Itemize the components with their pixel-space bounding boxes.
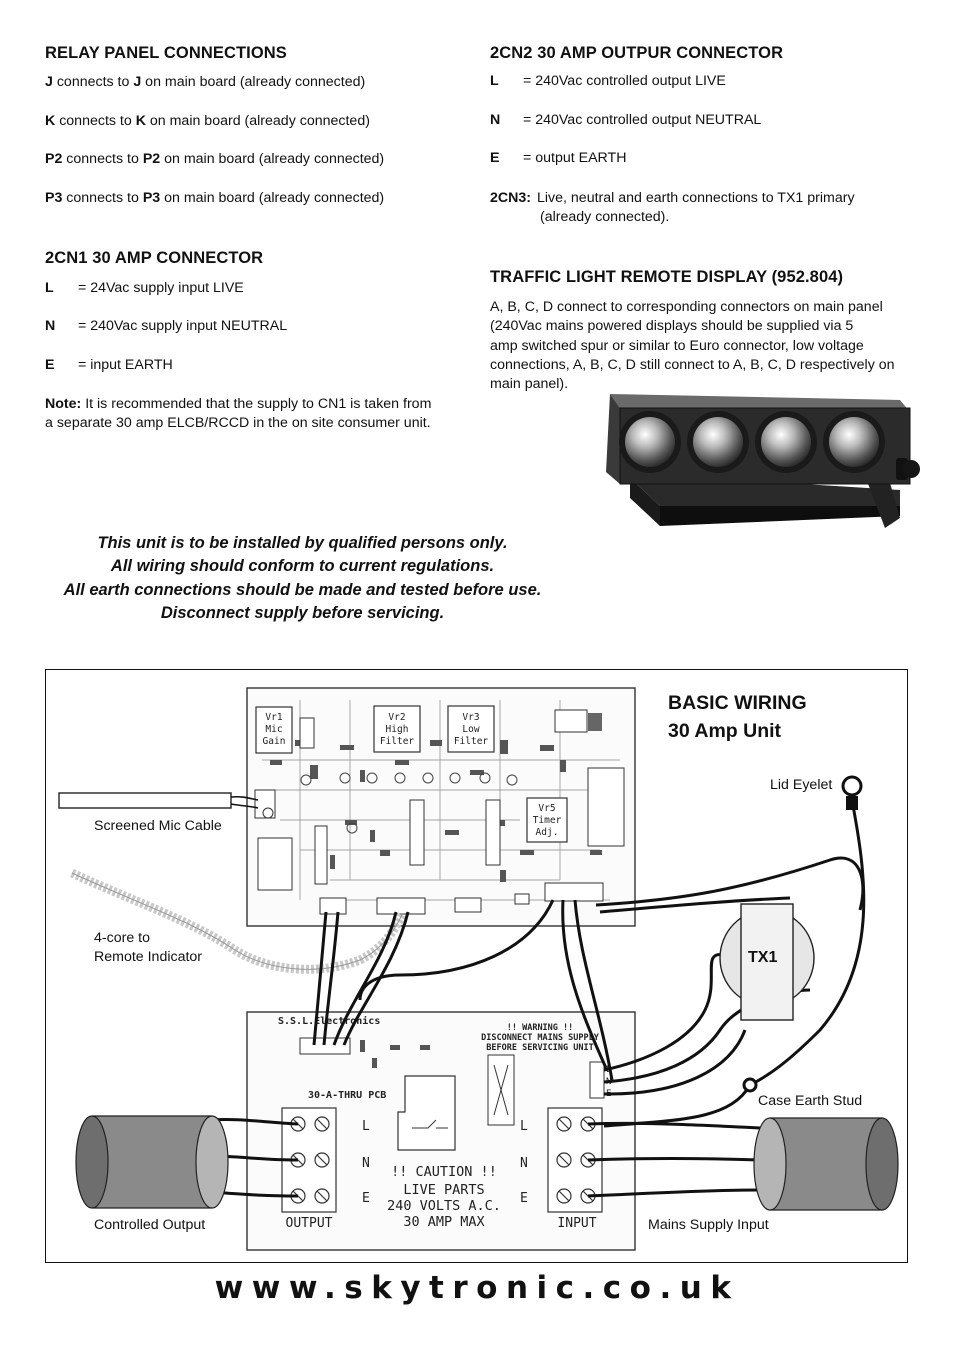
traffic-line-4: connections, A, B, C, D still connect to A, B, C, D respectively on xyxy=(490,357,895,373)
mic-cable-sheath xyxy=(59,793,231,808)
pcb-warning-1: !! WARNING !! xyxy=(506,1023,574,1033)
pcb-vr2-label-3: Filter xyxy=(379,736,415,747)
lid-eyelet-label: Lid Eyelet xyxy=(770,777,833,793)
caution-line-1: !! CAUTION !! xyxy=(391,1164,497,1180)
pcb-vr3-label-3: Filter xyxy=(453,736,489,747)
input-n-label: N xyxy=(520,1156,528,1171)
warning-line-2: All wiring should conform to current regulations. xyxy=(110,557,495,576)
pcb-vr2-label: Vr2 xyxy=(388,712,406,723)
pcb-vr5-label: Vr5 xyxy=(538,803,556,814)
caution-line-2: LIVE PARTS xyxy=(403,1182,485,1198)
output-n-label: N xyxy=(362,1156,370,1171)
mains-supply-label: Mains Supply Input xyxy=(648,1217,769,1233)
traffic-line-5: main panel). xyxy=(490,376,569,392)
input-label: INPUT xyxy=(557,1216,597,1231)
pcb-warning-2: DISCONNECT MAINS SUPPLY xyxy=(481,1033,599,1043)
traffic-heading: TRAFFIC LIGHT REMOTE DISPLAY (952.804) xyxy=(490,268,844,286)
pcb-vr2-label-2: High xyxy=(385,724,409,735)
pcb-vr1-label-3: Gain xyxy=(262,736,286,747)
pcb-vr3-label: Vr3 xyxy=(462,712,480,723)
controlled-output-label: Controlled Output xyxy=(94,1217,206,1233)
four-core-label-2: Remote Indicator xyxy=(94,949,203,965)
website-url[interactable]: www.skytronic.co.uk xyxy=(214,1270,740,1306)
pcb-thru-label: 30-A-THRU PCB xyxy=(308,1090,387,1101)
traffic-line-3: amp switched spur or similar to Euro connector, low voltage xyxy=(490,338,864,354)
relay-line-k: K connects to K on main board (already connected) xyxy=(45,113,370,129)
mains-input-cable xyxy=(754,1118,898,1210)
cn3-e: E xyxy=(606,1089,612,1099)
pcb-vr1-label-2: Mic xyxy=(265,724,283,735)
relay-line-p3: P3 connects to P3 on main board (already connected) xyxy=(45,190,385,206)
basic-wiring-title: BASIC WIRING xyxy=(668,692,807,714)
case-earth-stud-ring xyxy=(744,1079,756,1091)
relay-line-p2: P2 connects to P2 on main board (already connected) xyxy=(45,151,385,167)
lid-eyelet-ring xyxy=(843,777,861,795)
pcb-warning-3: BEFORE SERVICING UNIT xyxy=(486,1043,594,1053)
relay-panel-heading: RELAY PANEL CONNECTIONS xyxy=(45,44,287,62)
warning-line-4: Disconnect supply before servicing. xyxy=(160,603,445,622)
cn3-n: N xyxy=(606,1077,612,1087)
output-cable xyxy=(76,1116,228,1208)
relay-pcb xyxy=(247,1012,635,1250)
traffic-line-1: A, B, C, D connect to corresponding connectors on main panel xyxy=(490,299,883,315)
relay-line-j: J connects to J on main board (already connected) xyxy=(45,74,366,90)
cn1-note: Note: It is recommended that the supply to CN1 is taken from xyxy=(45,396,432,412)
cn3-line: 2CN3: Live, neutral and earth connections to TX1 primary xyxy=(490,190,855,206)
input-l-label: L xyxy=(520,1119,528,1134)
pcb-vr1-label: Vr1 xyxy=(265,712,283,723)
case-earth-label: Case Earth Stud xyxy=(758,1093,863,1109)
cn3-line-2: (already connected). xyxy=(540,209,670,225)
cn1-note-2: a separate 30 amp ELCB/RCCD in the on site consumer unit. xyxy=(45,415,431,431)
tx1-label: TX1 xyxy=(748,949,778,966)
basic-wiring-subtitle: 30 Amp Unit xyxy=(668,720,782,742)
output-e-label: E xyxy=(362,1191,370,1206)
four-core-label: 4-core to xyxy=(94,930,150,946)
cn3-l: L xyxy=(606,1065,612,1075)
pcb-company-label: S.S.L.Electronics xyxy=(278,1016,381,1027)
caution-line-4: 30 AMP MAX xyxy=(403,1214,485,1230)
output-label: OUTPUT xyxy=(285,1216,333,1231)
output-l-label: L xyxy=(362,1119,370,1134)
mic-cable-label: Screened Mic Cable xyxy=(94,818,222,834)
warning-line-3: All earth connections should be made and tested before use. xyxy=(63,580,542,599)
cn2-heading: 2CN2 30 AMP OUTPUR CONNECTOR xyxy=(490,44,784,62)
cn1-heading: 2CN1 30 AMP CONNECTOR xyxy=(45,249,264,267)
pcb-vr3-label-2: Low xyxy=(462,724,480,735)
warning-line-1: This unit is to be installed by qualified persons only. xyxy=(97,534,508,552)
input-e-label: E xyxy=(520,1191,528,1206)
main-pcb xyxy=(247,688,635,926)
pcb-vr5-label-3: Adj. xyxy=(535,827,559,838)
caution-line-3: 240 VOLTS A.C. xyxy=(387,1198,501,1214)
pcb-vr5-label-2: Timer xyxy=(532,815,562,826)
traffic-line-2: (240Vac mains powered displays should be supplied via 5 xyxy=(490,318,854,334)
